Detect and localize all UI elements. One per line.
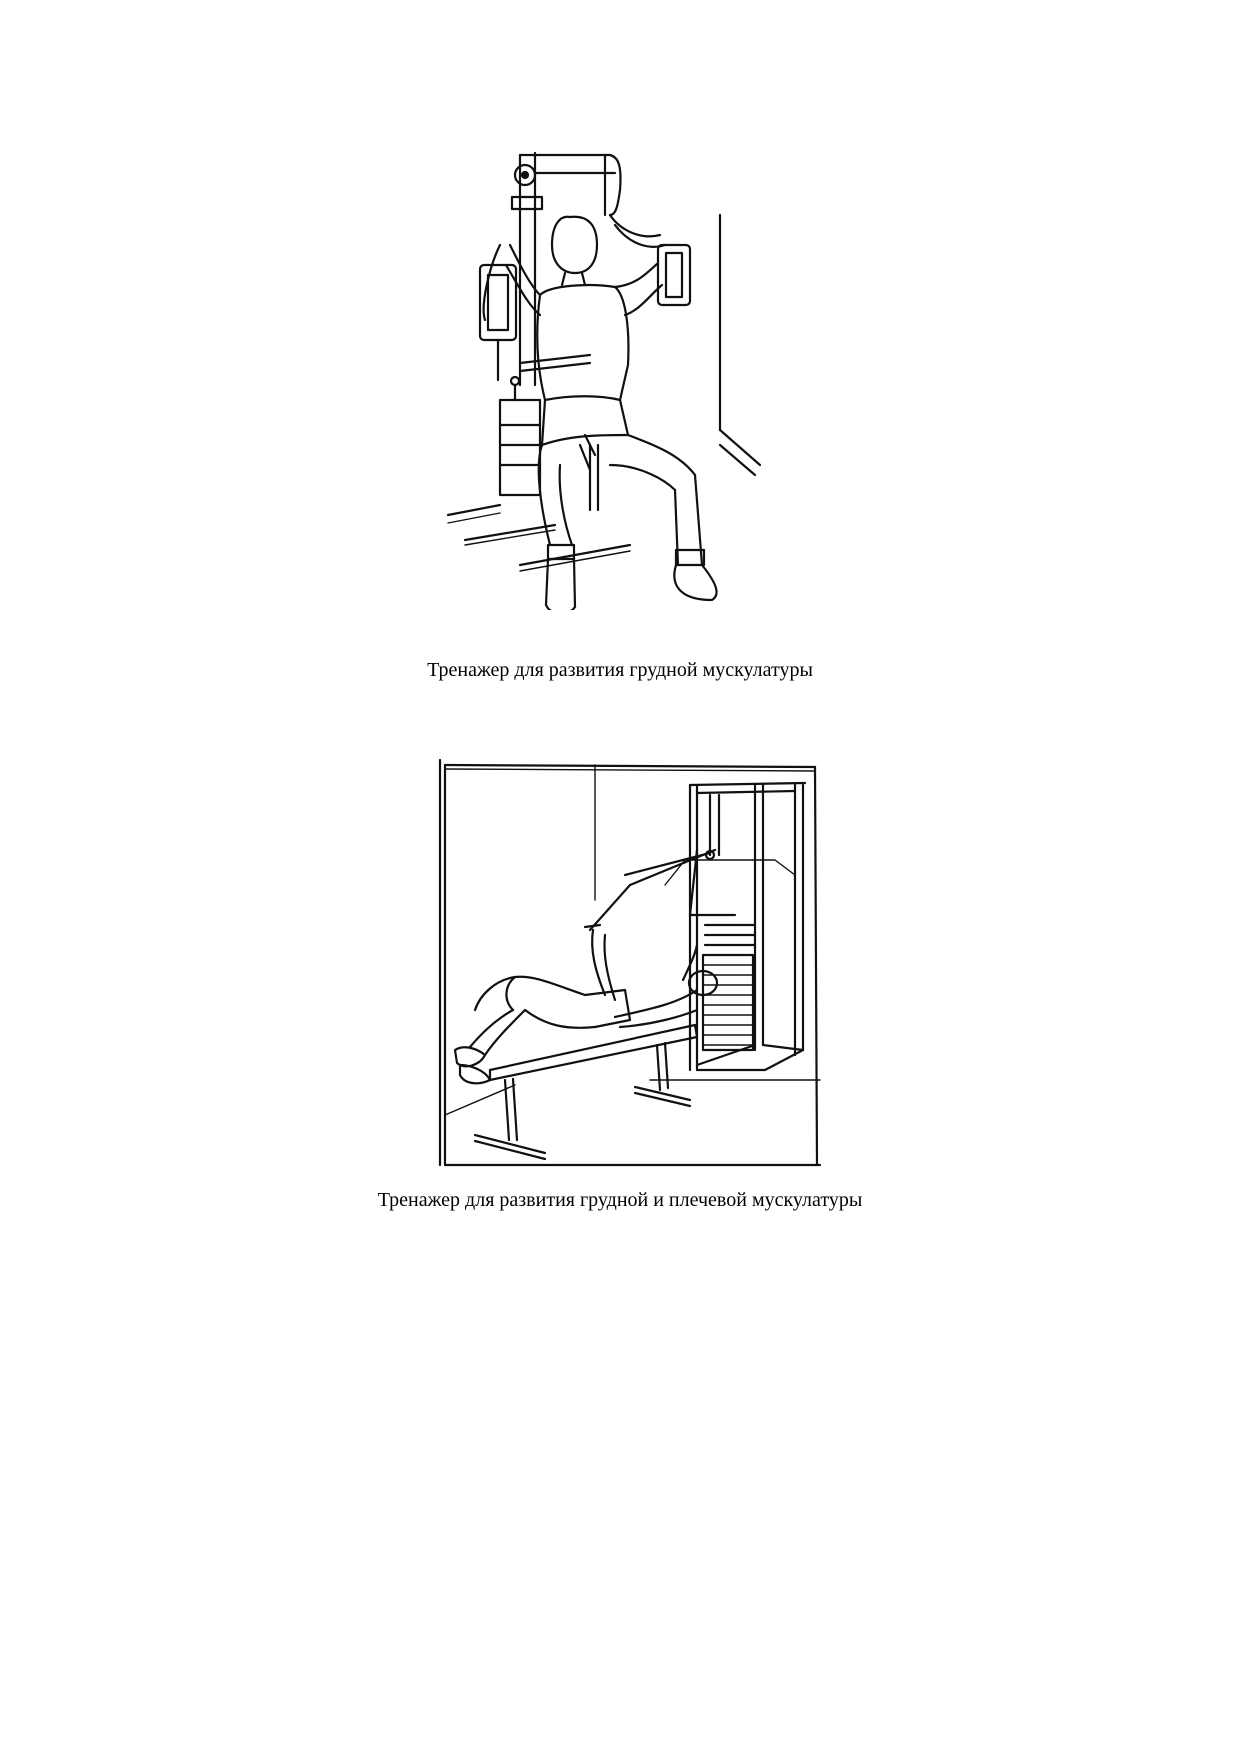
- bench-machine-illustration: [435, 755, 830, 1175]
- chest-machine-illustration: [440, 145, 770, 610]
- figure-bench-machine: [435, 755, 830, 1175]
- figure-1-caption: Тренажер для развития грудной мускулатуры: [427, 659, 813, 681]
- figure-chest-machine: [440, 145, 770, 610]
- figure-2-caption: Тренажер для развития грудной и плечевой мускулатуры: [377, 1189, 863, 1211]
